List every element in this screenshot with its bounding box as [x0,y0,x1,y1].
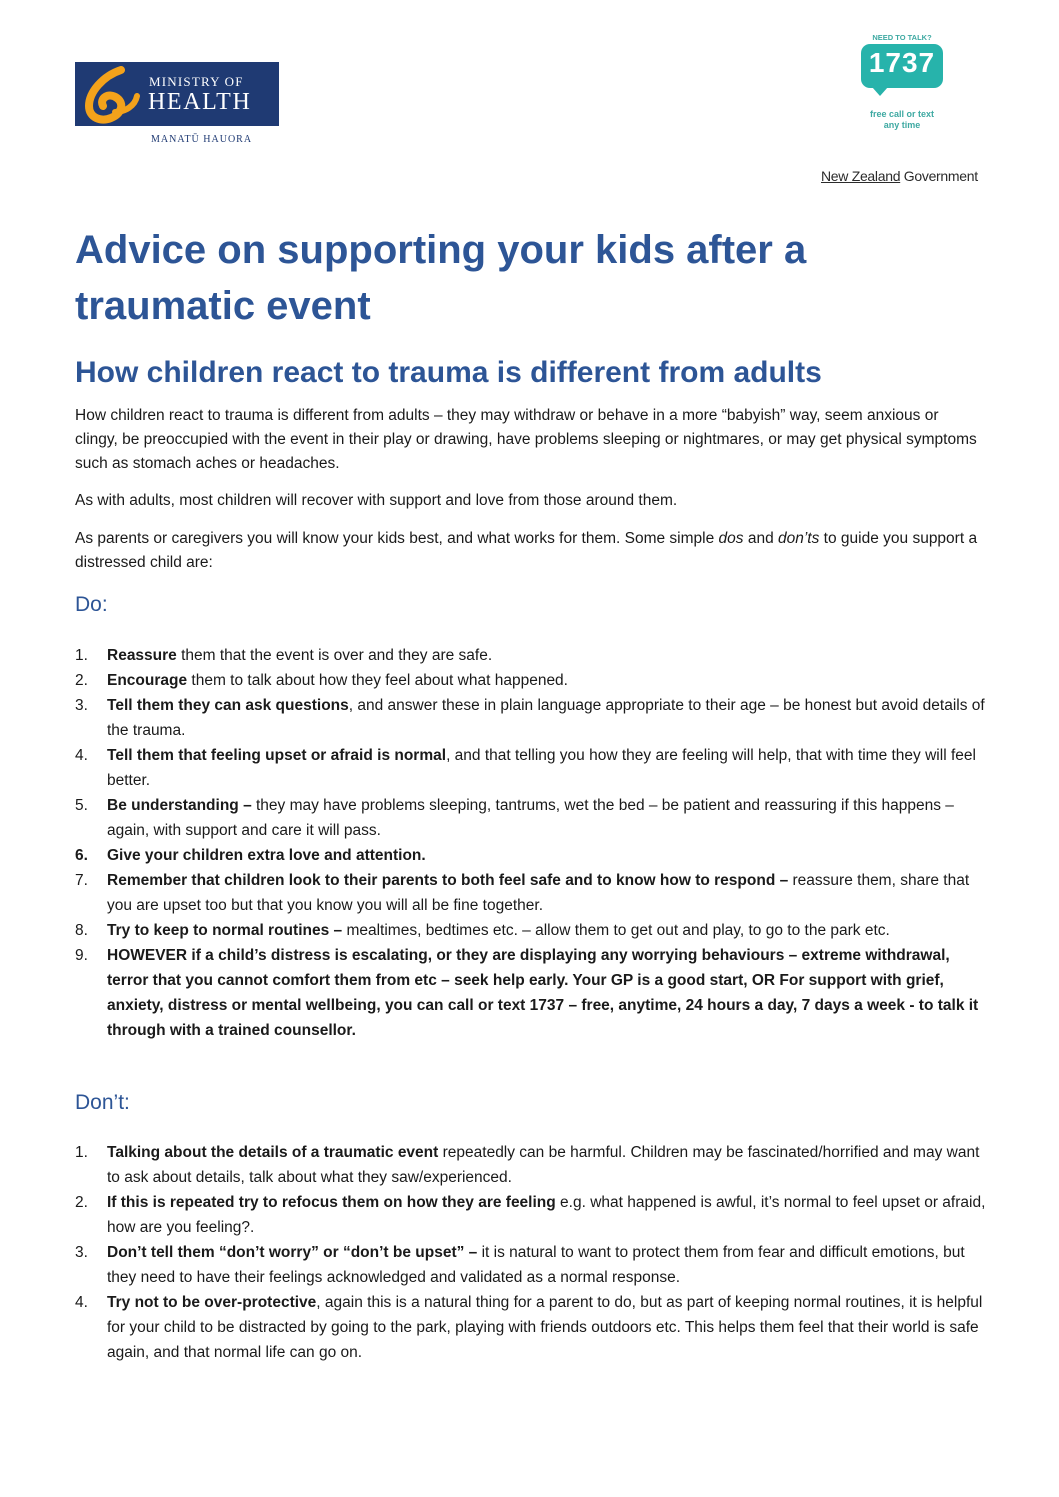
intro-p3-dos: dos [718,530,744,547]
dos-heading: Do: [75,593,108,616]
dos-item [75,793,987,843]
nz-government-part1: New Zealand [821,168,901,184]
donts-item-text: , again this is a natural thing for a parent to do, but as part of keeping normal routines, it is helpful for your child to be distracted by going to the park, playing with friends outdoors etc. This helps them feel that their world is safe again, and that normal life can go on. [107,1294,983,1361]
dos-item [75,868,987,918]
donts-list [75,1140,987,1365]
dos-item-bold: Be understanding – [107,797,252,814]
helpline-any-time: any time [883,120,921,130]
donts-item-number: 4. [75,1294,88,1311]
donts-item-text: e.g. what happened is awful, it’s normal to feel upset or afraid, how are you feeling?. [107,1194,986,1236]
dos-item [75,743,987,793]
intro-p3-b: to guide you support a distressed child are: [75,530,978,571]
dos-item [75,693,987,743]
donts-item-bold: Don’t tell them “don’t worry” or “don’t be upset” – [107,1244,478,1261]
moh-logo-line2: HEALTH [148,89,252,115]
dos-item [75,668,987,693]
dos-item-bold: Tell them they can ask questions [107,697,349,714]
dos-item-bold: Try to keep to normal routines – [107,922,343,939]
dos-item-number: 2. [75,672,88,689]
donts-item [75,1140,987,1190]
dos-item-text: , and answer these in plain language appropriate to their age – be honest but avoid details of the trauma. [107,697,985,739]
dos-item-bold: Reassure [107,647,177,664]
dos-item-text: reassure them, share that you are upset too but that you know you will all be fine together. [107,872,970,914]
dos-item-bold: Give your children extra love and attention. [107,847,426,864]
moh-logo-line1: MINISTRY OF [149,74,244,89]
dos-list [75,643,987,1043]
dos-item [75,843,987,868]
dos-item-text: mealtimes, bedtimes etc. – allow them to get out and play, to go to the park etc. [342,922,890,939]
dos-item-number: 3. [75,697,88,714]
dos-item-number: 5. [75,797,88,814]
intro-paragraph-2: As with adults, most children will recover with support and love from those around them. [75,492,678,509]
dos-item-number: 1. [75,647,88,664]
dos-item-number: 9. [75,947,88,964]
donts-heading: Don’t: [75,1091,130,1114]
intro-p3-and: and [743,530,778,547]
dos-item-text: , and that telling you how they are feeling will help, that with time they will feel better. [107,747,976,789]
donts-item-number: 3. [75,1244,88,1261]
helpline-number: 1737 [868,47,936,78]
nz-government-part2: Government [900,168,978,184]
intro-p3-donts: don’ts [778,530,820,547]
speech-bubble-tail [872,87,888,96]
intro-paragraph-1: How children react to trauma is different from adults – they may withdraw or behave in a more “babyish” way, seem anxious or clingy, be preoccupied with the event in their play or drawing, have problems sleeping or nightmares, or may get physical symptoms such as stomach aches or headaches. [75,407,977,472]
donts-item [75,1190,987,1240]
donts-item-text: it is natural to want to protect them from fear and difficult emotions, but they need to have their feelings acknowledged and validated as a normal response. [107,1244,965,1286]
moh-logo-box [75,62,279,126]
page-title: Advice on supporting your kids after a traumatic event [75,228,807,328]
donts-item-bold: Try not to be over-protective [107,1294,317,1311]
moh-logo-subtitle: MANATŪ HAUORA [151,134,253,145]
ministry-of-health-logo [75,62,279,146]
koru-icon [81,66,145,124]
donts-item-bold: Talking about the details of a traumatic event [107,1144,439,1161]
dos-item-number: 7. [75,872,88,889]
dos-item [75,643,987,668]
donts-item [75,1290,987,1365]
dos-item-bold: HOWEVER if a child’s distress is escalating, or they are displaying any worrying behaviours – extreme withdrawal, terror that you cannot comfort them from etc – seek help early. Your GP is a good start, OR For support with grief, anxiety, distress or mental wellbeing, you can call or text 1737 – free, anytime, 24 hours a day, 7 days a week - to talk it through with a trained counsellor. [107,947,979,1039]
dos-item-text: them to talk about how they feel about what happened. [187,672,568,689]
dos-item-text: they may have problems sleeping, tantrums, wet the bed – be patient and reassuring if this happens – again, with support and care it will pass. [107,797,954,839]
dos-item-bold: Remember that children look to their parents to both feel safe and to know how to respond – [107,872,789,889]
helpline-free-call: free call or text [869,109,935,119]
donts-item-bold: If this is repeated try to refocus them on how they are feeling [107,1194,556,1211]
dos-item-number: 6. [75,847,88,864]
intro-paragraph-3 [75,527,985,575]
helpline-need-to-talk: NEED TO TALK? [872,33,932,42]
nz-government-logo [821,168,978,184]
dos-item [75,918,987,943]
intro-p3-a: As parents or caregivers you will know your kids best, and what works for them. Some simple [75,530,719,547]
donts-item-text: repeatedly can be harmful. Children may be fascinated/horrified and may want to ask about details, talk about what they saw/experienced. [107,1144,980,1186]
dos-item-number: 8. [75,922,88,939]
dos-item [75,943,987,1043]
dos-item-number: 4. [75,747,88,764]
donts-item-number: 2. [75,1194,88,1211]
section-heading: How children react to trauma is different from adults [75,356,822,389]
helpline-1737-logo [852,33,952,133]
donts-item [75,1240,987,1290]
dos-item-bold: Encourage [107,672,188,689]
dos-item-bold: Tell them that feeling upset or afraid is normal [107,747,447,764]
dos-item-text: them that the event is over and they are safe. [176,647,493,664]
donts-item-number: 1. [75,1144,88,1161]
